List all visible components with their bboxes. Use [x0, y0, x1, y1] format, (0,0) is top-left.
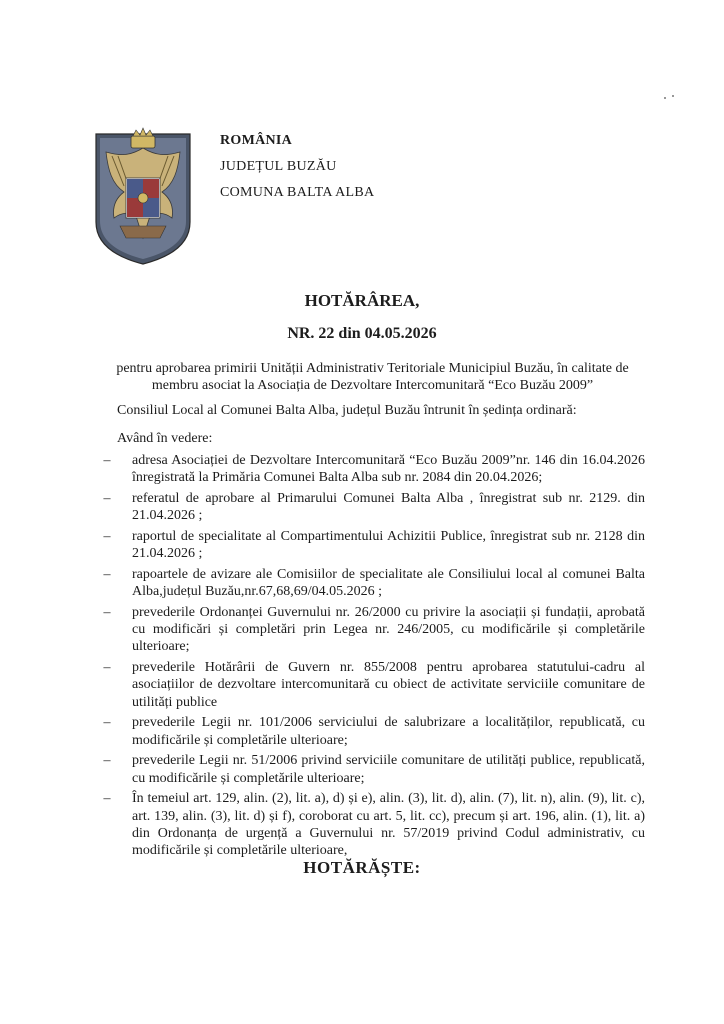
- list-item: – prevederile Hotărârii de Guvern nr. 855/2008 pentru aprobarea statutului-cadru al asociațiilor de dezvoltare intercomunitară cu obiect de activitate serviciile comunitare de utilități publice: [103, 660, 645, 710]
- country-name: ROMÂNIA: [220, 133, 293, 148]
- list-item: – prevederile Legii nr. 51/2006 privind serviciile comunitare de utilități publice, republicată, cu modificările și completările ulterioare;: [103, 753, 645, 786]
- list-item-text: În temeiul art. 129, alin. (2), lit. a), d) și e), alin. (3), lit. d), alin. (7), lit. n), alin. (9), lit. c), art. 139, alin. (3), lit. d) și f), coroborat cu art. 5, lit. cc), precum și art. 196, alin. (1), lit. a) din Ordonanța de urgență a Guvernului nr. 57/2019 privind Codul administrativ, cu modificările și completările ulterioare,: [132, 791, 645, 859]
- scan-speck: [672, 95, 674, 97]
- list-item-text: prevederile Hotărârii de Guvern nr. 855/2008 pentru aprobarea statutului-cadru al asociațiilor de dezvoltare intercomunitară cu obiect de activitate serviciile comunitare de utilități publice: [132, 660, 645, 710]
- document-title: HOTĂRÂREA,: [304, 291, 420, 310]
- list-item-text: adresa Asociației de Dezvoltare Intercomunitară “Eco Buzău 2009”nr. 146 din 16.04.2026 înregistrată la Primăria Comunei Balta Alba sub nr. 2084 din 20.04.2026;: [132, 453, 645, 486]
- commune-name: COMUNA BALTA ALBA: [220, 185, 375, 200]
- list-item: – raportul de specialitate al Compartimentului Achizitii Publice, înregistrat sub nr. 2128 din 21.04.2026 ;: [103, 529, 645, 562]
- list-item-text: prevederile Legii nr. 101/2006 serviciului de salubrizare a localităților, republicată, cu modificările și completările ulterioare;: [132, 715, 645, 748]
- document-number: NR. 22 din 04.05.2026: [287, 325, 437, 342]
- scan-speck: [664, 97, 666, 99]
- list-item: – adresa Asociației de Dezvoltare Intercomunitară “Eco Buzău 2009”nr. 146 din 16.04.2026 înregistrată la Primăria Comunei Balta Alba sub nr. 2084 din 20.04.2026;: [103, 453, 645, 486]
- considering-heading: Având în vedere:: [117, 431, 213, 446]
- list-item: – În temeiul art. 129, alin. (2), lit. a), d) și e), alin. (3), lit. d), alin. (7), lit. n), alin. (9), lit. c), art. 139, alin. (3), lit. d) și f), coroborat cu art. 5, lit. cc), precum și art. 196, alin. (1), lit. a) din Ordonanța de urgență a Guvernului nr. 57/2019 privind Codul administrativ, cu modificările și completările ulterioare,: [103, 791, 645, 859]
- list-item-text: rapoartele de avizare ale Comisiilor de specialitate ale Consiliului local al comunei Balta Alba,județul Buzău,nr.67,68,69/04.05.2026 ;: [132, 567, 645, 600]
- issuer-header: [220, 128, 374, 206]
- decision-heading: HOTĂRĂȘTE:: [303, 858, 421, 877]
- council-statement: Consiliul Local al Comunei Balta Alba, județul Buzău întrunit în ședința ordinară:: [117, 403, 577, 418]
- list-item-text: referatul de aprobare al Primarului Comunei Balta Alba , înregistrat sub nr. 2129. din 21.04.2026 ;: [132, 491, 645, 524]
- list-item: – prevederile Ordonanței Guvernului nr. 26/2000 cu privire la asociații și fundații, aprobată cu modificări și completări prin Legea nr. 246/2005, cu modificările și completările ulterioare;: [103, 605, 645, 655]
- list-item-text: prevederile Ordonanței Guvernului nr. 26/2000 cu privire la asociații și fundații, aprobată cu modificări și completări prin Legea nr. 246/2005, cu modificările și completările ulterioare;: [132, 605, 645, 655]
- document-purpose: pentru aprobarea primirii Unității Administrativ Teritoriale Municipiul Buzău, în calitate de membru asociat la Asociația de Dezvoltare Intercomunitară “Eco Buzău 2009”: [116, 361, 629, 393]
- list-item-text: prevederile Legii nr. 51/2006 privind serviciile comunitare de utilități publice, republicată, cu modificările și completările ulterioare;: [132, 753, 645, 786]
- list-item: – rapoartele de avizare ale Comisiilor de specialitate ale Consiliului local al comunei Balta Alba,județul Buzău,nr.67,68,69/04.05.2026 ;: [103, 567, 645, 600]
- considerations-list: [100, 452, 645, 863]
- list-item-text: raportul de specialitate al Compartimentului Achizitii Publice, înregistrat sub nr. 2128 din 21.04.2026 ;: [132, 529, 645, 562]
- county-name: JUDEȚUL BUZĂU: [220, 159, 337, 174]
- list-item: – prevederile Legii nr. 101/2006 serviciului de salubrizare a localităților, republicată, cu modificările și completările ulterioare;: [103, 715, 645, 748]
- coat-of-arms-icon: [90, 126, 196, 266]
- list-item: – referatul de aprobare al Primarului Comunei Balta Alba , înregistrat sub nr. 2129. din 21.04.2026 ;: [103, 491, 645, 524]
